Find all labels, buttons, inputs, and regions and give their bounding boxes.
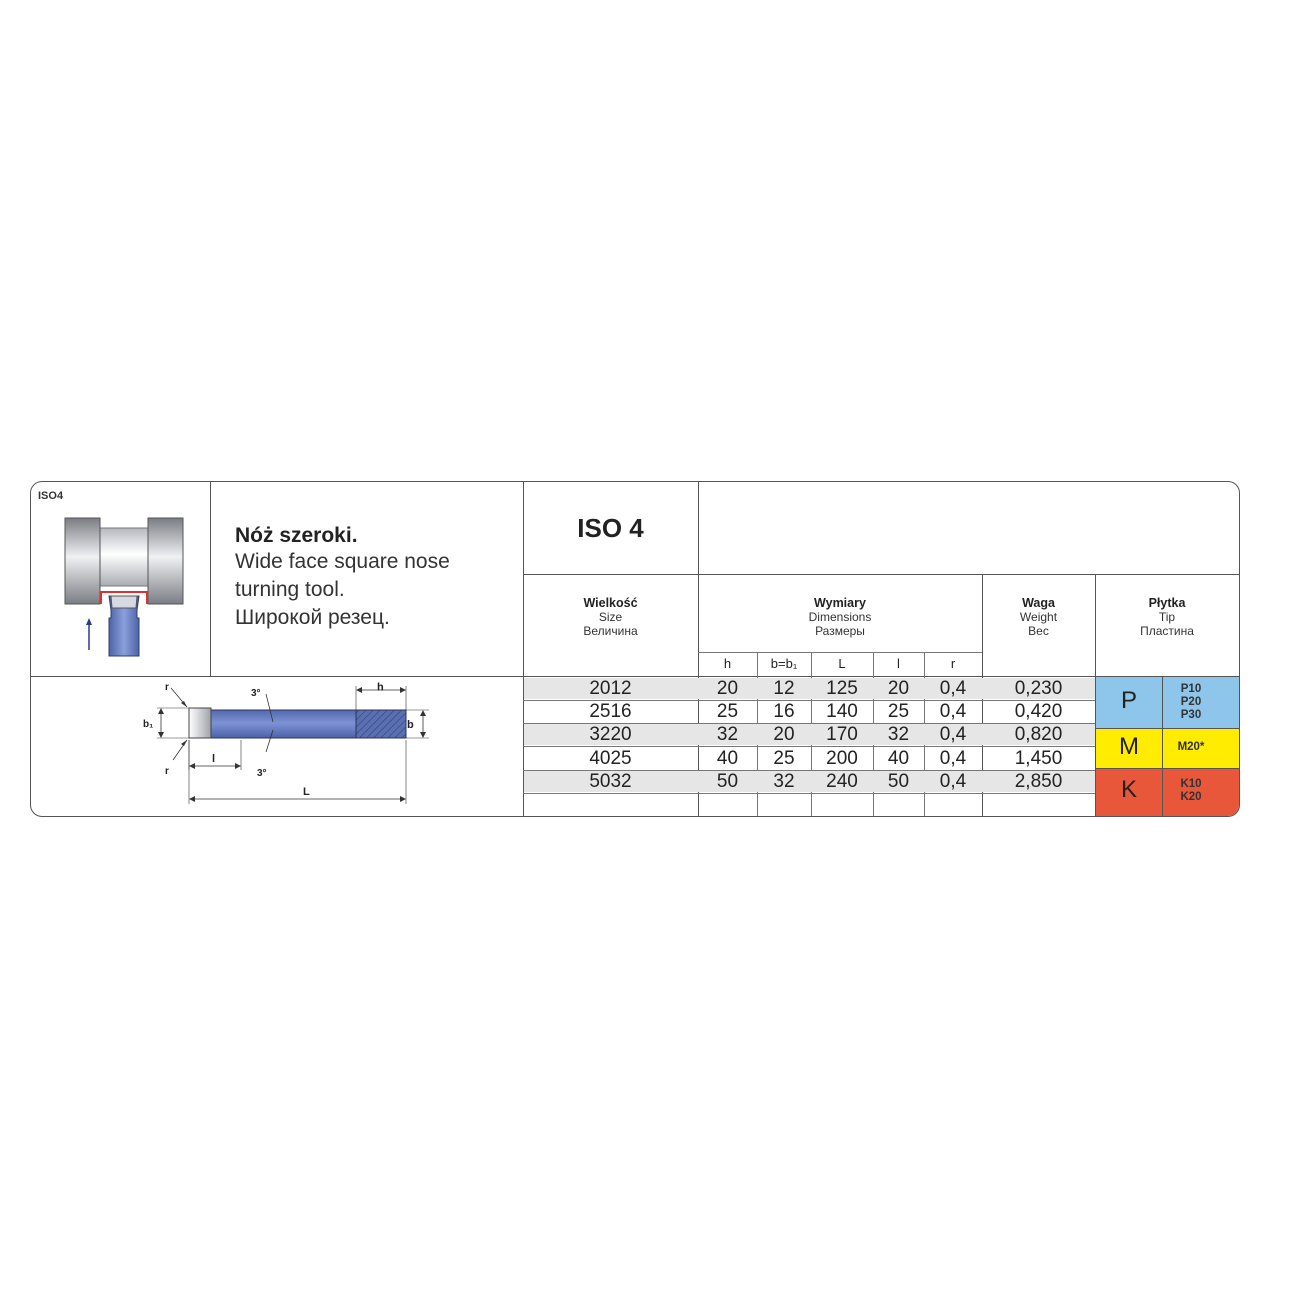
divider bbox=[210, 482, 211, 676]
divider bbox=[698, 652, 982, 653]
code-label: ISO4 bbox=[38, 490, 64, 502]
dim-col-l: l bbox=[897, 656, 900, 671]
header-weight: Waga Weight Вес bbox=[1019, 596, 1058, 638]
cell-h: 20 bbox=[716, 678, 739, 699]
dim-col-r: r bbox=[950, 656, 956, 671]
header-tip: Płytka Tip Пластина bbox=[1140, 596, 1194, 638]
cell-weight: 1,450 bbox=[1014, 748, 1063, 769]
drawing-label-L: L bbox=[303, 786, 310, 798]
cell-r: 0,4 bbox=[939, 724, 967, 745]
drawing-label-b1: b₁ bbox=[143, 719, 154, 730]
cell-weight: 0,230 bbox=[1014, 678, 1063, 699]
title-en-line1: Wide face square nose bbox=[235, 550, 450, 573]
drawing-label-r-top: r bbox=[165, 682, 169, 693]
divider bbox=[523, 574, 1239, 575]
cell-r: 0,4 bbox=[939, 701, 967, 722]
cell-h: 25 bbox=[716, 701, 739, 722]
cell-weight: 0,820 bbox=[1014, 724, 1063, 745]
tip-grades-k: K10 K20 bbox=[1180, 778, 1202, 803]
cell-b: 16 bbox=[773, 701, 795, 722]
cell-L: 125 bbox=[826, 678, 858, 699]
tool-technical-drawing bbox=[111, 682, 431, 812]
drawing-label-angle-top: 3° bbox=[251, 688, 261, 699]
divider bbox=[1095, 676, 1239, 677]
standard-label: ISO 4 bbox=[577, 513, 644, 543]
drawing-label-h: h bbox=[377, 682, 384, 694]
cell-size: 2012 bbox=[589, 678, 632, 699]
cell-l: 50 bbox=[887, 771, 910, 792]
cell-b: 20 bbox=[773, 724, 795, 745]
cell-h: 50 bbox=[716, 771, 739, 792]
cell-l: 20 bbox=[887, 678, 910, 699]
drawing-label-l: l bbox=[212, 753, 216, 765]
title-en-line2: turning tool. bbox=[235, 578, 345, 601]
tip-grades-m: M20* bbox=[1177, 741, 1205, 753]
cell-L: 170 bbox=[826, 724, 858, 745]
header-size: Wielkość Size Величина bbox=[583, 596, 638, 638]
cell-size: 3220 bbox=[589, 724, 632, 745]
cell-b: 25 bbox=[773, 748, 795, 769]
dim-col-h: h bbox=[723, 656, 732, 671]
product-card bbox=[30, 481, 1240, 817]
dim-col-b: b=b₁ bbox=[770, 656, 798, 671]
row-divider bbox=[523, 793, 1095, 794]
drawing-label-r-bottom: r bbox=[165, 766, 169, 777]
drawing-label-b: b bbox=[407, 719, 414, 731]
tip-letter-p: P bbox=[1120, 687, 1137, 714]
cell-size: 5032 bbox=[589, 771, 632, 792]
cell-size: 2516 bbox=[589, 701, 632, 722]
cell-b: 12 bbox=[773, 678, 795, 699]
title-ru: Широкой резец. bbox=[235, 606, 390, 629]
tip-letter-k: K bbox=[1120, 776, 1137, 803]
title-pl: Nóż szeroki. bbox=[235, 524, 358, 547]
cell-r: 0,4 bbox=[939, 748, 967, 769]
cell-r: 0,4 bbox=[939, 771, 967, 792]
cell-h: 40 bbox=[716, 748, 739, 769]
cell-weight: 2,850 bbox=[1014, 771, 1063, 792]
cell-l: 40 bbox=[887, 748, 910, 769]
cell-l: 25 bbox=[887, 701, 910, 722]
cell-l: 32 bbox=[887, 724, 910, 745]
cell-L: 240 bbox=[826, 771, 858, 792]
cell-L: 200 bbox=[826, 748, 858, 769]
turning-setup-illustration bbox=[59, 510, 189, 658]
cell-L: 140 bbox=[826, 701, 858, 722]
cell-size: 4025 bbox=[589, 748, 632, 769]
divider bbox=[1095, 728, 1239, 729]
header-dimensions: Wymiary Dimensions Размеры bbox=[808, 596, 872, 638]
divider bbox=[1095, 768, 1239, 769]
cell-b: 32 bbox=[773, 771, 795, 792]
cell-weight: 0,420 bbox=[1014, 701, 1063, 722]
tip-letter-m: M bbox=[1119, 733, 1139, 760]
drawing-label-angle-bottom: 3° bbox=[257, 768, 267, 779]
cell-r: 0,4 bbox=[939, 678, 967, 699]
tip-grades-p: P10 P20 P30 bbox=[1180, 683, 1202, 721]
cell-h: 32 bbox=[716, 724, 739, 745]
dim-col-L: L bbox=[838, 656, 846, 671]
